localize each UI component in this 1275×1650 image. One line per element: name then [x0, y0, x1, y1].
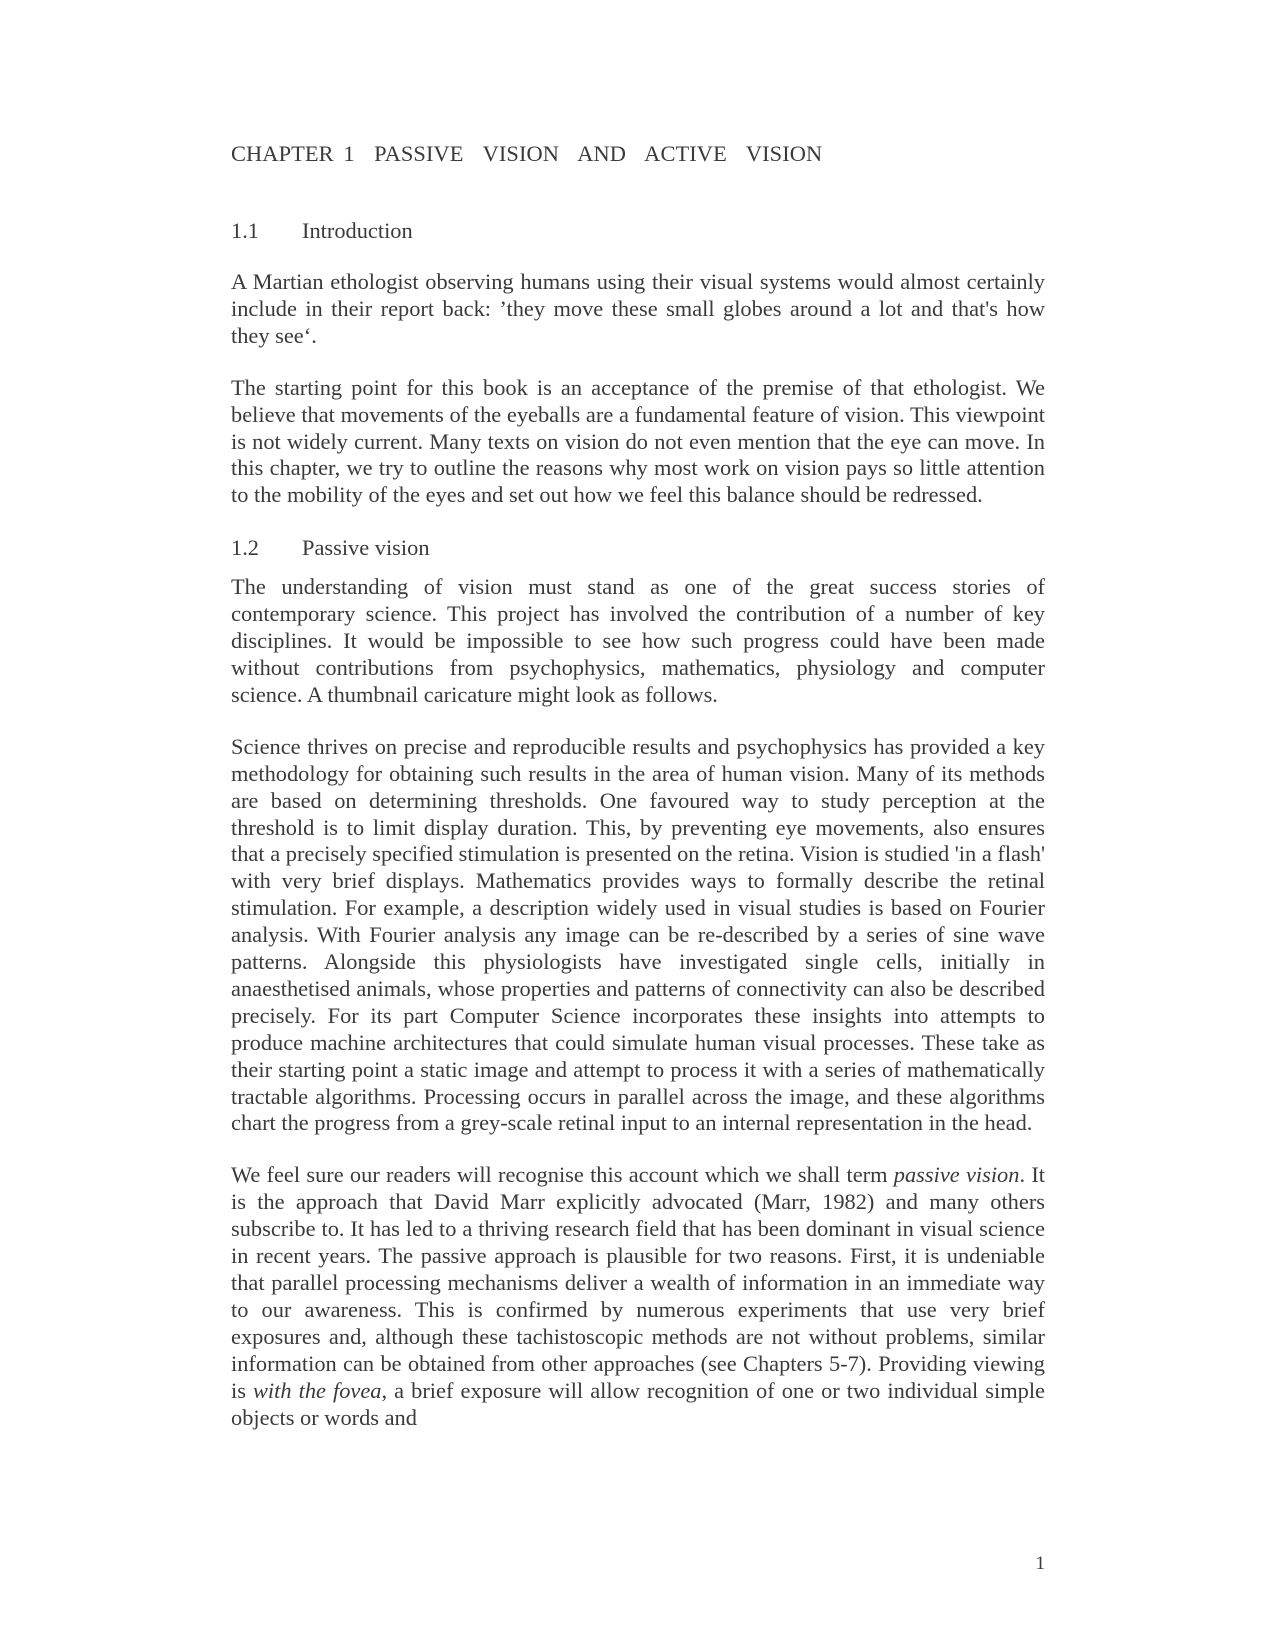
section-title: Passive vision	[302, 535, 430, 561]
paragraph-understanding: The understanding of vision must stand as one of the great success stories of contemporary science. This project has involved the contribution of a number of key disciplines. It would be impossible to see how such progress could have been made without contributions from psychophysics, mathematics, physiology and computer science. A thumbnail caricature might look as follows.	[231, 574, 1045, 707]
paragraph-starting-point: The starting point for this book is an acceptance of the premise of that ethologist. We believe that movements of the eyeballs are a fundamental feature of vision. This viewpoint is not widely current. Many texts on vision do not even mention that the eye can move. In this chapter, we try to outline the reasons why most work on vision pays so little attention to the mobility of the eyes and set out how we feel this balance should be redressed.	[231, 374, 1045, 508]
paragraph-science-thrives: Science thrives on precise and reproducible results and psychophysics has provided a key methodology for obtaining such results in the area of human vision. Many of its methods are based on determining thresholds. One favoured way to study perception at the threshold is to limit display duration. This, by preventing eye movements, also ensures that a precisely specified stimulation is presented on the retina. Vision is studied 'in a flash' with very brief displays. Mathematics provides ways to formally describe the retinal stimulation. For example, a description widely used in visual studies is based on Fourier analysis. With Fourier analysis any image can be re-described by a series of sine wave patterns. Alongside this physiologists have investigated single cells, initially in anaesthetised animals, whose properties and patterns of connectivity can also be described precisely. For its part Computer Science incorporates these insights into attempts to produce machine architectures that could simulate human visual processes. These take as their starting point a static image and attempt to process it with a series of mathematically tractable algorithms. Processing occurs in parallel across the image, and these algorithms chart the progress from a grey-scale retinal input to an internal representation in the head.	[231, 733, 1045, 1136]
page-number: 1	[1035, 1553, 1045, 1574]
section-heading-introduction	[231, 217, 1045, 244]
section-number: 1.2	[231, 535, 259, 561]
text-run: We feel sure our readers will recognise this account which we shall term	[231, 1162, 894, 1188]
chapter-title: CHAPTER 1 PASSIVE VISION AND ACTIVE VISION	[231, 141, 823, 166]
section-title: Introduction	[302, 218, 413, 243]
text-run: , a brief exposure will allow recognition of one or two individual simple objects or words and	[231, 1377, 1045, 1430]
section-number: 1.1	[231, 218, 259, 243]
italic-term-passive-vision: passive vision	[893, 1162, 1020, 1188]
section-heading-passive-vision	[231, 534, 1045, 561]
text-run: . It is the approach that David Marr explicitly advocated (Marr, 1982) and many others subscribe to. It has led to a thriving research field that has been dominant in visual science in recent years. The passive approach is plausible for two reasons. First, it is undeniable that parallel processing mechanisms deliver a wealth of information in an immediate way to our awareness. This is confirmed by numerous experiments that use very brief exposures and, although these tachistoscopic methods are not without problems, similar information can be obtained from other approaches (see Chapters 5-7). Providing viewing is	[231, 1162, 1045, 1403]
paragraph-passive-vision-account	[231, 1162, 1045, 1431]
italic-phrase-with-the-fovea: with the fovea	[252, 1377, 382, 1403]
page-content	[231, 140, 1045, 1431]
paragraph-martian: A Martian ethologist observing humans using their visual systems would almost certainly include in their report back: ’they move these small globes around a lot and that's how they see‘.	[231, 269, 1045, 348]
